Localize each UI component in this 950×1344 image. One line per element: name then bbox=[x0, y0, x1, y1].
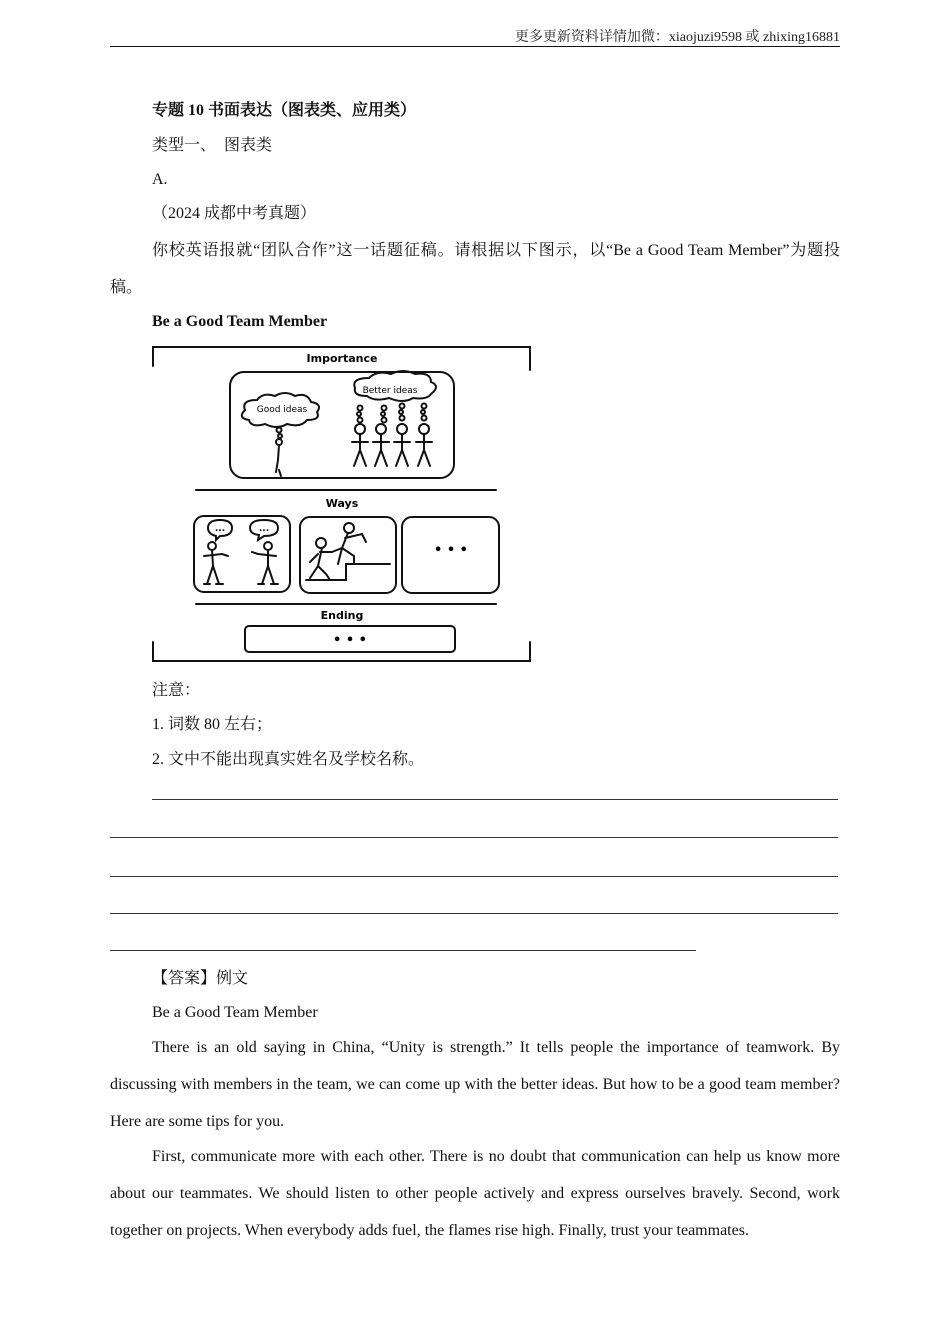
thought-bubble bbox=[278, 434, 282, 438]
team-group bbox=[352, 404, 432, 467]
helping-hand-scene bbox=[306, 523, 390, 580]
notes-heading: 注意： bbox=[152, 682, 201, 699]
writing-prompt: 你校英语报就“团队合作”这一话题征稿。请根据以下图示，以“Be a Good Team Member”为题投稿。 bbox=[110, 242, 840, 296]
page-header: 更多更新资料详情加微：xiaojuzi9598 或 zhixing16881 bbox=[514, 30, 840, 45]
note-item: 2. 文中不能出现真实姓名及学校名称。 bbox=[152, 751, 425, 768]
answer-blank-line[interactable] bbox=[110, 913, 838, 914]
more-ways-dots: • • • bbox=[434, 543, 468, 558]
ways-label: Ways bbox=[325, 497, 359, 510]
essay-title: Be a Good Team Member bbox=[152, 313, 328, 330]
section-label: A. bbox=[152, 171, 168, 188]
outline-figure bbox=[150, 342, 534, 664]
answer-blank-line[interactable] bbox=[110, 876, 838, 877]
ending-label: Ending bbox=[320, 609, 364, 622]
speech-dots: ... bbox=[214, 524, 226, 534]
answer-blank-line[interactable] bbox=[110, 950, 696, 951]
answer-blank-line[interactable] bbox=[152, 799, 838, 800]
note-item: 1. 词数 80 左右； bbox=[152, 716, 273, 733]
talker-head bbox=[208, 542, 216, 550]
thought-bubble bbox=[277, 428, 282, 433]
ways-box-help bbox=[300, 517, 396, 593]
speech-dots: ... bbox=[258, 524, 270, 534]
talker-body bbox=[252, 550, 278, 584]
talker-head bbox=[264, 542, 272, 550]
sample-paragraph: First, communicate more with each other. There is no doubt that communication can help us know more about our teammates. We should listen to other people actively and express ourselves bravely. Second, work together on projects. When everybody adds fuel, the flames rise high. Finally, trust your teammates. bbox=[110, 1148, 840, 1239]
sample-essay-title: Be a Good Team Member bbox=[152, 1004, 318, 1021]
talker-body bbox=[204, 550, 228, 584]
topic-title: 专题 10 书面表达（图表类、应用类） bbox=[152, 102, 417, 119]
lone-person-body bbox=[276, 445, 281, 476]
importance-label: Importance bbox=[306, 352, 378, 365]
good-ideas-label: Good ideas bbox=[256, 405, 308, 415]
answer-label: 【答案】例文 bbox=[152, 970, 249, 987]
source-note: （2024 成都中考真题） bbox=[152, 205, 317, 222]
sample-paragraph: There is an old saying in China, “Unity is strength.” It tells people the importance of teamwork. By discussing with members in the team, we can come up with the better ideas. But how to be a good team member? Here are some tips for you. bbox=[110, 1039, 840, 1130]
answer-blank-line[interactable] bbox=[110, 837, 838, 838]
better-ideas-label: Better ideas bbox=[362, 386, 418, 396]
ending-dots: • • • bbox=[333, 633, 367, 648]
header-rule bbox=[110, 46, 840, 47]
outline-figure-svg bbox=[150, 342, 534, 664]
type-heading: 类型一、 图表类 bbox=[152, 137, 273, 154]
